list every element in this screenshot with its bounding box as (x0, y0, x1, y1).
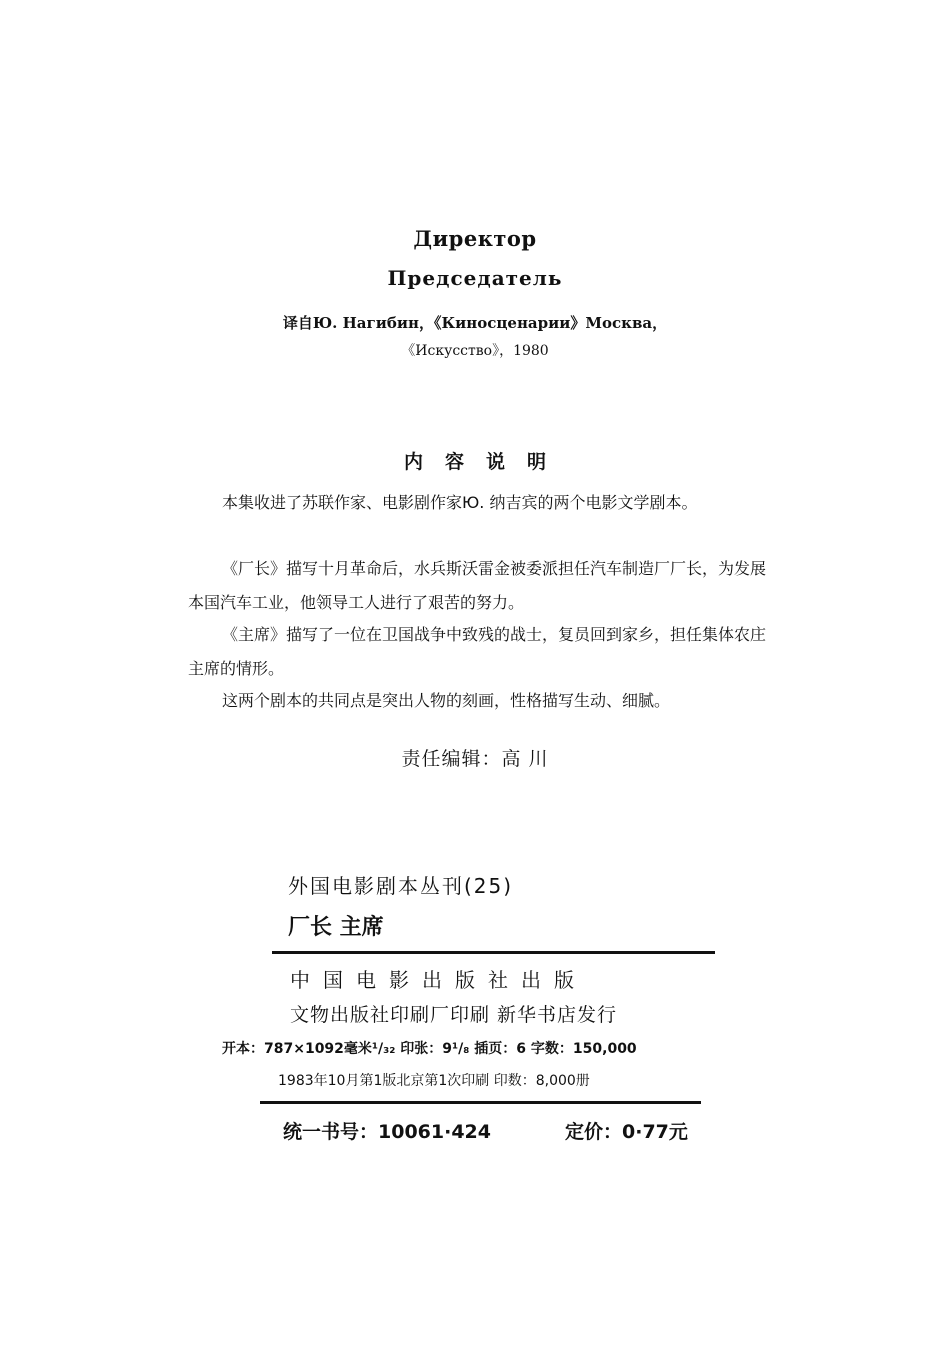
responsible-editor: 责任编辑：高 川 (401, 748, 549, 770)
divider-top (272, 951, 715, 954)
source-line-1: 译自Ю. Нагибин，《Киносценарии》Москва， (282, 314, 668, 332)
price: 定价：0·77元 (565, 1121, 688, 1143)
summary-heading: 内容说明 (403, 451, 568, 473)
russian-title-director: Директор (413, 226, 537, 251)
publisher-line: 中国电影出版社出版 (290, 968, 587, 992)
summary-paragraph-text: 这两个剧本的共同点是突出人物的刻画，性格描写生动、细腻。 (222, 691, 671, 710)
format-specs: 开本：787×1092毫米¹/₃₂ 印张：9¹/₈ 插页：6 字数：150,000 (222, 1041, 637, 1057)
summary-paragraph (188, 486, 780, 520)
summary-paragraph (188, 684, 780, 718)
printer-line: 文物出版社印刷厂印刷 新华书店发行 (290, 1004, 618, 1026)
summary-paragraph-text: 本集收进了苏联作家、电影剧作家Ю. 纳吉宾的两个电影文学剧本。 (222, 493, 698, 512)
edition-info: 1983年10月第1版北京第1次印刷 印数：8,000册 (278, 1073, 590, 1089)
series-title: 外国电影剧本丛刊(25) (288, 874, 514, 898)
source-line-2: 《Искусство》，1980 (401, 343, 549, 359)
summary-paragraph-text: 《主席》描写了一位在卫国战争中致残的战士，复员回到家乡，担任集体农庄主席的情形。 (188, 625, 767, 678)
book-title: 厂长 主席 (288, 915, 384, 940)
russian-title-chairman: Председатель (387, 266, 563, 290)
summary-paragraph-text: 《厂长》描写十月革命后，水兵斯沃雷金被委派担任汽车制造厂厂长，为发展本国汽车工业，他领导工人进行了艰苦的努力。 (188, 559, 767, 612)
summary-paragraph (188, 618, 780, 686)
unified-book-number: 统一书号：10061·424 (283, 1121, 491, 1143)
divider-bottom (260, 1101, 701, 1104)
summary-paragraph (188, 552, 780, 620)
